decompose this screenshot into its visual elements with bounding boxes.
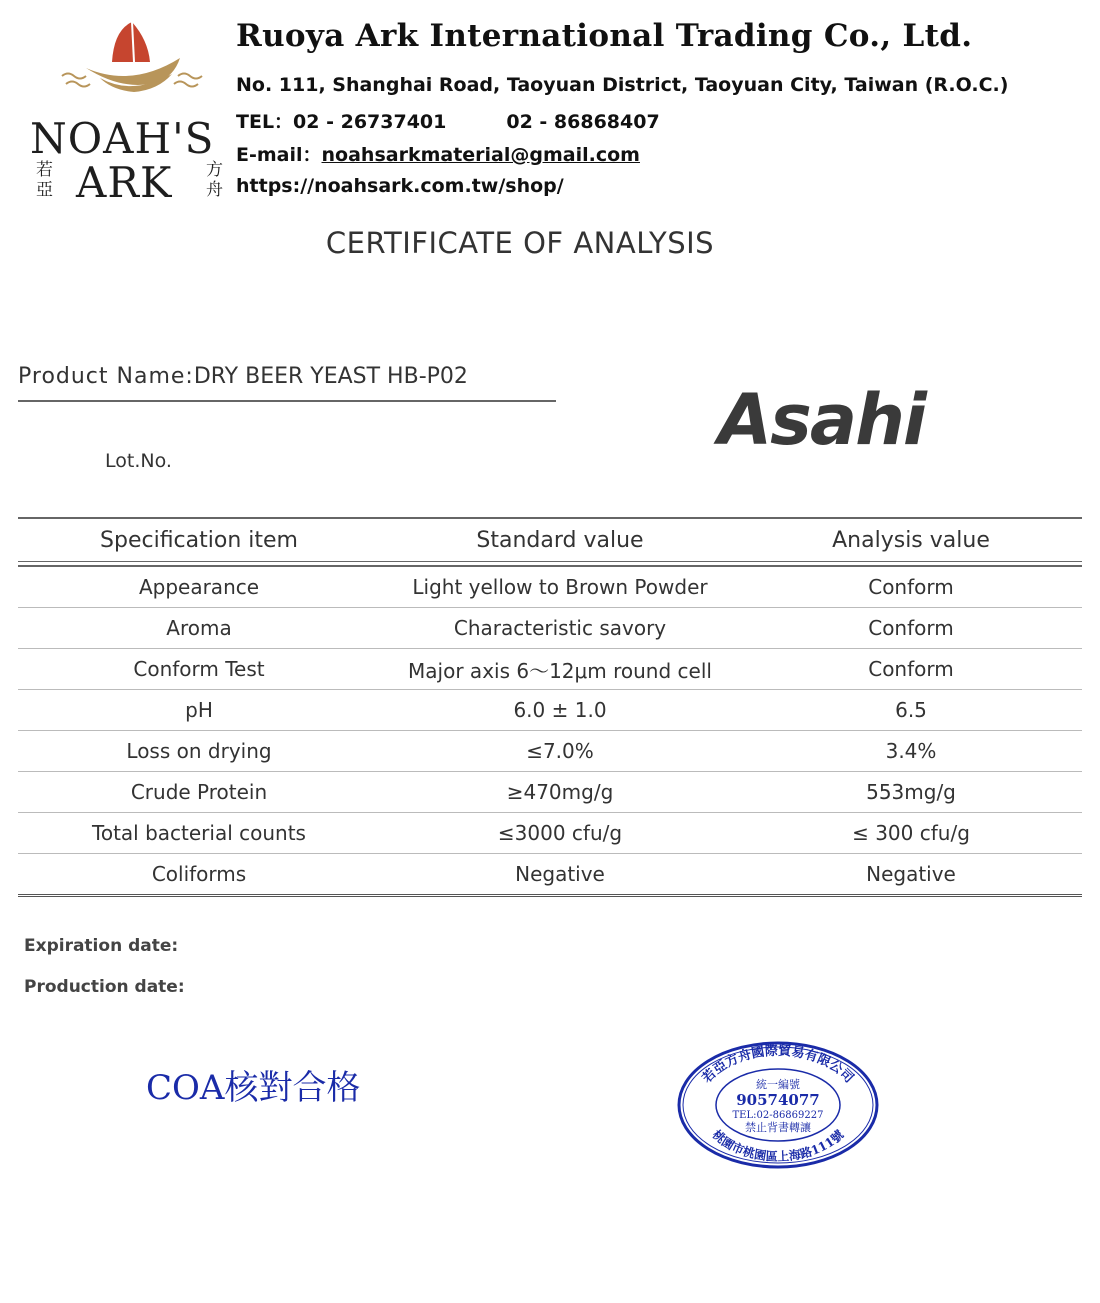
- analysis-value: Conform: [868, 657, 954, 681]
- tel-label: TEL：: [236, 111, 294, 133]
- ship-logo-icon: [62, 18, 202, 98]
- standard-value: Light yellow to Brown Powder: [412, 575, 708, 599]
- standard-value: ≤7.0%: [526, 739, 594, 763]
- stamp-line-1: 統一編號: [756, 1078, 800, 1091]
- company-address: No. 111, Shanghai Road, Taoyuan District, Taoyuan City, Taiwan (R.O.C.): [236, 74, 1009, 96]
- standard-value: 6.0 ± 1.0: [513, 698, 607, 722]
- analysis-value: Conform: [868, 616, 954, 640]
- email-label: E-mail：: [236, 144, 322, 166]
- standard-value: Characteristic savory: [453, 616, 667, 640]
- email-link[interactable]: noahsarkmaterial@gmail.com: [321, 144, 640, 166]
- company-website[interactable]: https://noahsark.com.tw/shop/: [236, 175, 564, 197]
- spec-item: Crude Protein: [130, 780, 268, 804]
- standard-value: Negative: [515, 862, 605, 886]
- product-name-label: Product Name:: [18, 364, 194, 389]
- spec-item: Total bacterial counts: [92, 821, 306, 845]
- table-row: [18, 690, 1082, 731]
- analysis-value: ≤ 300 cfu/g: [852, 821, 970, 845]
- production-date-label: Production date:: [24, 977, 185, 997]
- standard-value: ≤3000 cfu/g: [497, 821, 623, 845]
- table-row: [18, 772, 1082, 813]
- product-name-value: DRY BEER YEAST HB-P02: [193, 364, 468, 389]
- lot-number-label: Lot.No.: [105, 450, 172, 472]
- company-email: [236, 140, 640, 167]
- header-analysis-value: Analysis value: [832, 527, 990, 553]
- spec-item: pH: [185, 698, 213, 722]
- analysis-value: Conform: [868, 575, 954, 599]
- standard-value: ≥470mg/g: [506, 780, 614, 804]
- analysis-value: Negative: [866, 862, 956, 886]
- header-standard-value: Standard value: [476, 527, 644, 553]
- spec-item: Conform Test: [133, 657, 265, 681]
- specification-table: [18, 517, 1082, 897]
- analysis-value: 3.4%: [885, 739, 937, 763]
- analysis-value: 553mg/g: [866, 780, 956, 804]
- table-row: [18, 649, 1082, 690]
- stamp-company-arc: 若亞方舟國際貿易有限公司: [699, 1043, 857, 1087]
- spec-item: Loss on drying: [126, 739, 272, 763]
- table-row: [18, 608, 1082, 649]
- header-specification-item: Specification item: [100, 527, 298, 553]
- table-row: [18, 854, 1082, 897]
- table-row: [18, 731, 1082, 772]
- company-name: Ruoya Ark International Trading Co., Ltd.: [236, 18, 973, 54]
- asahi-brand-logo: [712, 378, 925, 461]
- analysis-value: 6.5: [895, 698, 927, 722]
- asahi-logo-text: Asahi: [718, 379, 925, 461]
- logo-brand-ark: ARK: [76, 158, 173, 207]
- logo-chinese-right: 方舟: [206, 160, 223, 200]
- product-name-line: [18, 364, 556, 402]
- spec-item: Coliforms: [151, 862, 247, 886]
- tel-number-1: 02 - 26737401: [293, 111, 447, 133]
- company-phone: [236, 107, 660, 134]
- logo-chinese-left: 若亞: [36, 160, 53, 200]
- coa-approval-note: COA核對合格: [146, 1068, 361, 1108]
- table-row: [18, 567, 1082, 608]
- expiration-date-label: Expiration date:: [24, 936, 179, 956]
- stamp-line-3: TEL:02-86869227: [732, 1110, 824, 1121]
- company-logo: [22, 18, 227, 207]
- stamp-address-arc: 桃園市桃園區上海路111號: [709, 1127, 847, 1164]
- table-header-row: [18, 519, 1082, 562]
- stamp-line-4: 禁止背書轉讓: [745, 1121, 811, 1134]
- spec-item: Aroma: [166, 616, 232, 640]
- tel-number-2: 02 - 86868407: [506, 111, 660, 133]
- stamp-line-2: 90574077: [736, 1091, 820, 1109]
- standard-value: Major axis 6～12μm round cell: [408, 658, 712, 683]
- company-seal-stamp: [676, 1040, 880, 1170]
- spec-item: Appearance: [138, 575, 260, 599]
- table-row: [18, 813, 1082, 854]
- document-title: CERTIFICATE OF ANALYSIS: [325, 226, 715, 260]
- logo-brand-noahs: NOAH'S: [30, 114, 215, 163]
